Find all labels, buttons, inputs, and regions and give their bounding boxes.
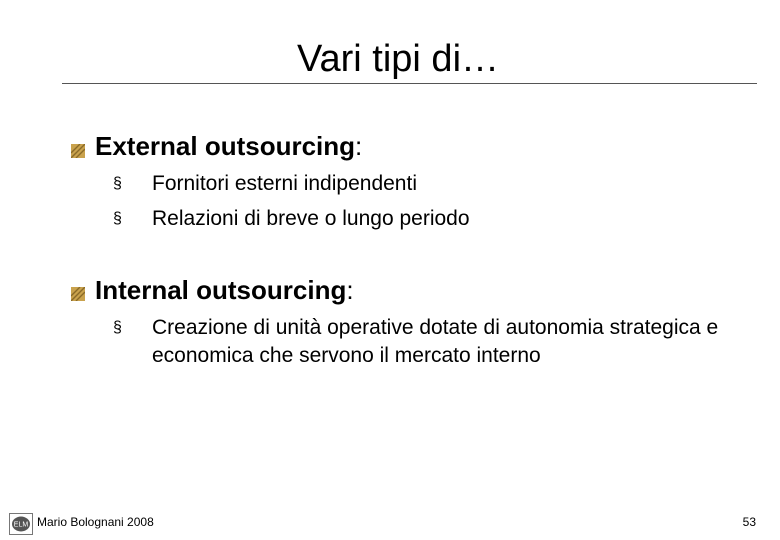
square-bullet-icon [71, 144, 85, 158]
logo-lettering: ELM [13, 521, 29, 529]
square-bullet-icon [71, 287, 85, 301]
slide-title: Vari tipi di… [296, 38, 500, 80]
section-heading-internal [95, 275, 354, 305]
sub-bullet-marker: § [113, 210, 122, 227]
list-item: Relazioni di breve o lungo periodo [152, 207, 470, 230]
list-item: Creazione di unità operative dotate di autonomia strategica e economica che servono il mercato interno [152, 316, 719, 367]
section-heading-colon: : [355, 131, 363, 161]
section-heading-colon: : [346, 275, 354, 305]
sub-bullet-marker: § [113, 319, 122, 336]
logo-icon [9, 513, 33, 535]
footer-author: Mario Bolognani 2008 [37, 515, 154, 529]
title-divider [62, 83, 757, 84]
sub-bullet-marker: § [113, 175, 122, 192]
section-heading-bold: Internal outsourcing [95, 275, 347, 305]
section-heading-bold: External outsourcing [95, 131, 356, 161]
list-item: Fornitori esterni indipendenti [152, 172, 417, 195]
section-heading-external [95, 131, 362, 161]
page-number: 53 [742, 515, 756, 529]
